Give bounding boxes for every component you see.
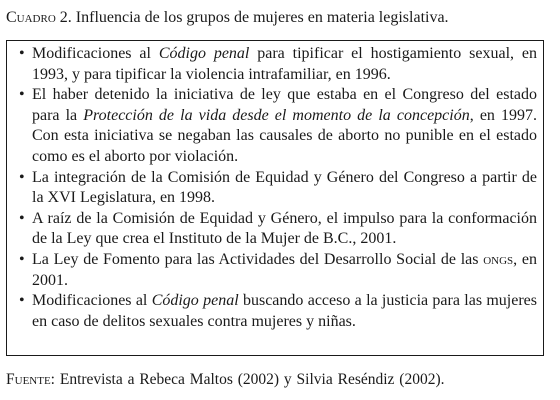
- source-label: Fuente: [6, 371, 51, 388]
- caption-title: Influencia de los grupos de mujeres en materia legislativa.: [75, 9, 449, 26]
- list-item: • La Ley de Fomento para las Actividades del Desarrollo Social de las ongs, en 2001.: [19, 250, 537, 289]
- caption-number: 2.: [59, 9, 72, 26]
- content-box: [6, 40, 544, 356]
- list-item: • A raíz de la Comisión de Equidad y Género, el impulso para la conformación de la Ley que crea el Instituto de la Mujer de B.C., 2001.: [19, 209, 537, 248]
- list-item: • La integración de la Comisión de Equidad y Género del Congreso a partir de la XVI Legislatura, en 1998.: [19, 168, 537, 207]
- bullet-icon: •: [19, 45, 25, 62]
- bullet-icon: •: [19, 250, 25, 268]
- list-item: • Modificaciones al Código penal buscando acceso a la justicia para las mujeres en caso de delitos sexuales contra mujeres y niñas.: [19, 292, 538, 330]
- law-title: Código penal: [158, 45, 250, 62]
- law-title: Protección de la vida desde el momento de la concepción: [83, 106, 470, 124]
- source-text: : Entrevista a Rebeca Maltos (2002) y Silvia Reséndiz (2002).: [50, 371, 445, 388]
- caption-label: Cuadro: [6, 9, 56, 26]
- law-title: Código penal: [151, 292, 239, 310]
- table-caption: [6, 8, 556, 28]
- bullet-icon: •: [19, 209, 25, 227]
- bullet-icon: •: [19, 86, 25, 104]
- bullet-icon: •: [19, 292, 25, 310]
- acronym: ongs: [483, 250, 514, 268]
- source-note: [6, 370, 556, 390]
- item-list: [7, 41, 543, 332]
- list-item: • El haber detenido la iniciativa de ley que estaba en el Congreso del estado para la Protección de la vida desde el momento de la concepción, en 1997. Con esta iniciativa se negaban las causales de aborto no punible en el estado como es el aborto por violación.: [19, 86, 538, 165]
- list-item: • Modificaciones al Código penal para tipificar el hostigamiento sexual, en 1993, y para tipificar la violencia intrafamiliar, en 1996.: [19, 45, 537, 83]
- bullet-icon: •: [19, 168, 25, 186]
